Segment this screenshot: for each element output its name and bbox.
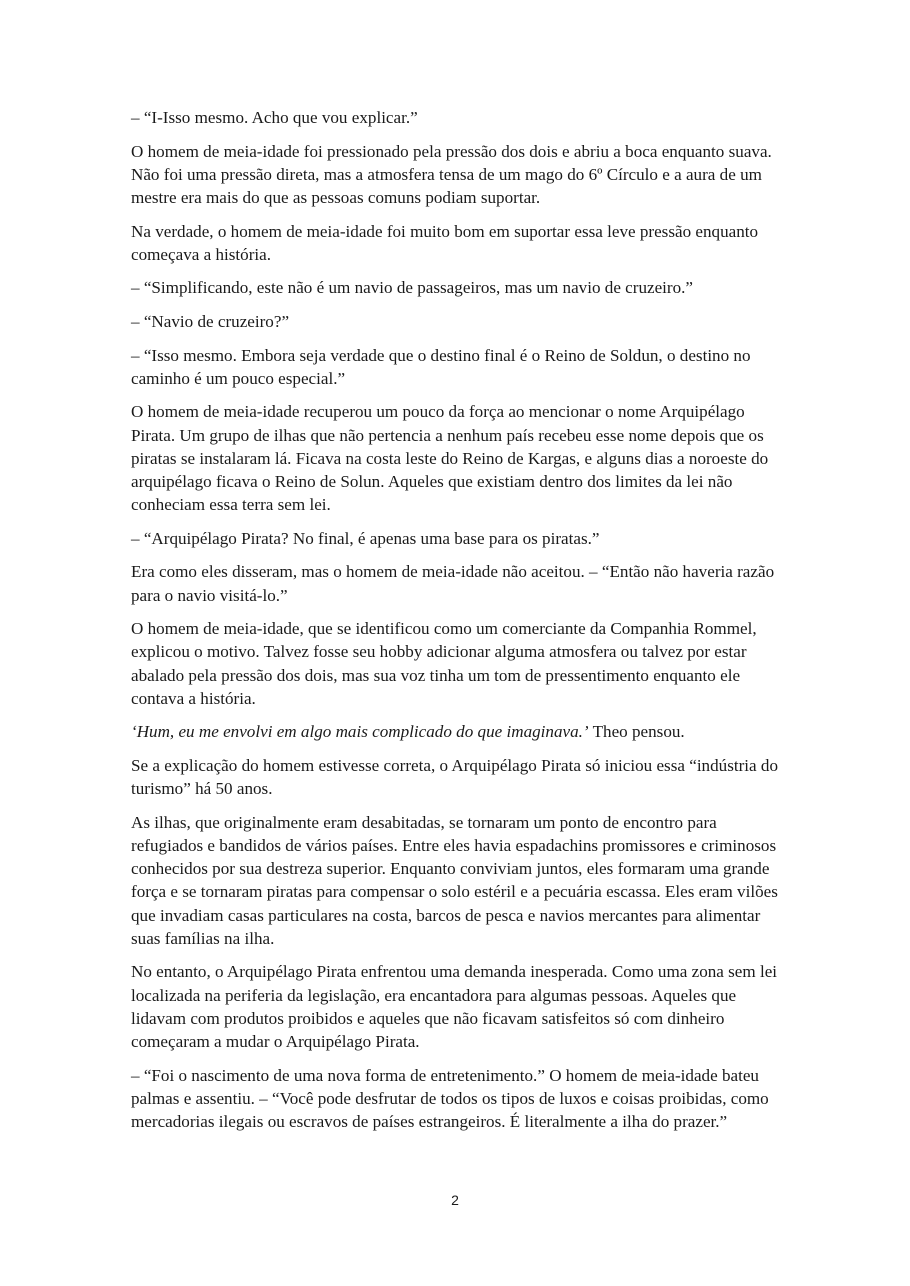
paragraph: O homem de meia-idade recuperou um pouco da força ao mencionar o nome Arquipélago Pirata. Um grupo de ilhas que não pertencia a nenhum país recebeu esse nome depois que os piratas se instalaram lá. Ficava na costa leste do Reino de Kargas, e alguns dias a noroeste do arquipélago ficava o Reino de Solun. Aqueles que existiam dentro dos limites da lei não conheciam essa terra sem lei. — [131, 402, 769, 515]
paragraph: – “Navio de cruzeiro?” — [131, 311, 290, 331]
paragraph: As ilhas, que originalmente eram desabitadas, se tornaram um ponto de encontro para refugiados e bandidos de vários países. Entre eles havia espadachins promissores e criminosos conhecidos por sua destreza superior. Enquanto conviviam juntos, eles formaram uma grande força e se tornaram piratas para compensar o solo estéril e a pecuária escassa. Eles eram vilões que invadiam casas particulares na costa, barcos de pesca e navios mercantes para alimentar suas famílias na ilha. — [131, 812, 778, 948]
paragraph: O homem de meia-idade foi pressionado pela pressão dos dois e abriu a boca enquanto suava. Não foi uma pressão direta, mas a atmosfera tensa de um mago do 6º Círculo e a aura de um mestre era mais do que as pessoas comuns podiam suportar. — [131, 141, 772, 207]
paragraph: – “Arquipélago Pirata? No final, é apenas uma base para os piratas.” — [131, 528, 600, 548]
page-number: 2 — [451, 1192, 459, 1208]
paragraph: O homem de meia-idade, que se identificou como um comerciante da Companhia Rommel, explicou o motivo. Talvez fosse seu hobby adicionar alguma atmosfera ou talvez por estar abalado pela pressão dos dois, mas sua voz tinha um tom de pressentimento enquanto ele contava a história. — [131, 619, 757, 708]
paragraph: – “Isso mesmo. Embora seja verdade que o destino final é o Reino de Soldun, o destino no caminho é um pouco especial.” — [131, 345, 751, 388]
paragraph: Era como eles disseram, mas o homem de meia-idade não aceitou. – “Então não haveria razão para o navio visitá-lo.” — [131, 562, 775, 605]
thought-italic: ‘Hum, eu me envolvi em algo mais complicado do que imaginava.’ — [131, 722, 589, 742]
paragraph: Na verdade, o homem de meia-idade foi muito bom em suportar essa leve pressão enquanto começava a história. — [131, 221, 759, 264]
paragraph: Se a explicação do homem estivesse correta, o Arquipélago Pirata só iniciou essa “indústria do turismo” há 50 anos. — [131, 755, 778, 799]
paragraph: – “Foi o nascimento de uma nova forma de entretenimento.” O homem de meia-idade bateu palmas e assentiu. – “Você pode desfrutar de todos os tipos de luxos e coisas proibidas, como mercadorias ilegais ou escravos de países estrangeiros. É literalmente a ilha do prazer.” — [131, 1065, 769, 1131]
thought-paragraph — [131, 720, 781, 743]
text-body — [131, 106, 781, 1144]
paragraph: No entanto, o Arquipélago Pirata enfrentou uma demanda inesperada. Como uma zona sem lei localizada na periferia da legislação, era encantadora para algumas pessoas. Aqueles que lidavam com produtos proibidos e aqueles que não ficavam satisfeitos só com dinheiro começaram a mudar o Arquipélago Pirata. — [131, 962, 778, 1051]
thought-tail: Theo pensou. — [588, 722, 685, 742]
paragraph: – “Simplificando, este não é um navio de passageiros, mas um navio de cruzeiro.” — [131, 278, 694, 298]
paragraph: – “I-Isso mesmo. Acho que vou explicar.” — [131, 108, 418, 127]
